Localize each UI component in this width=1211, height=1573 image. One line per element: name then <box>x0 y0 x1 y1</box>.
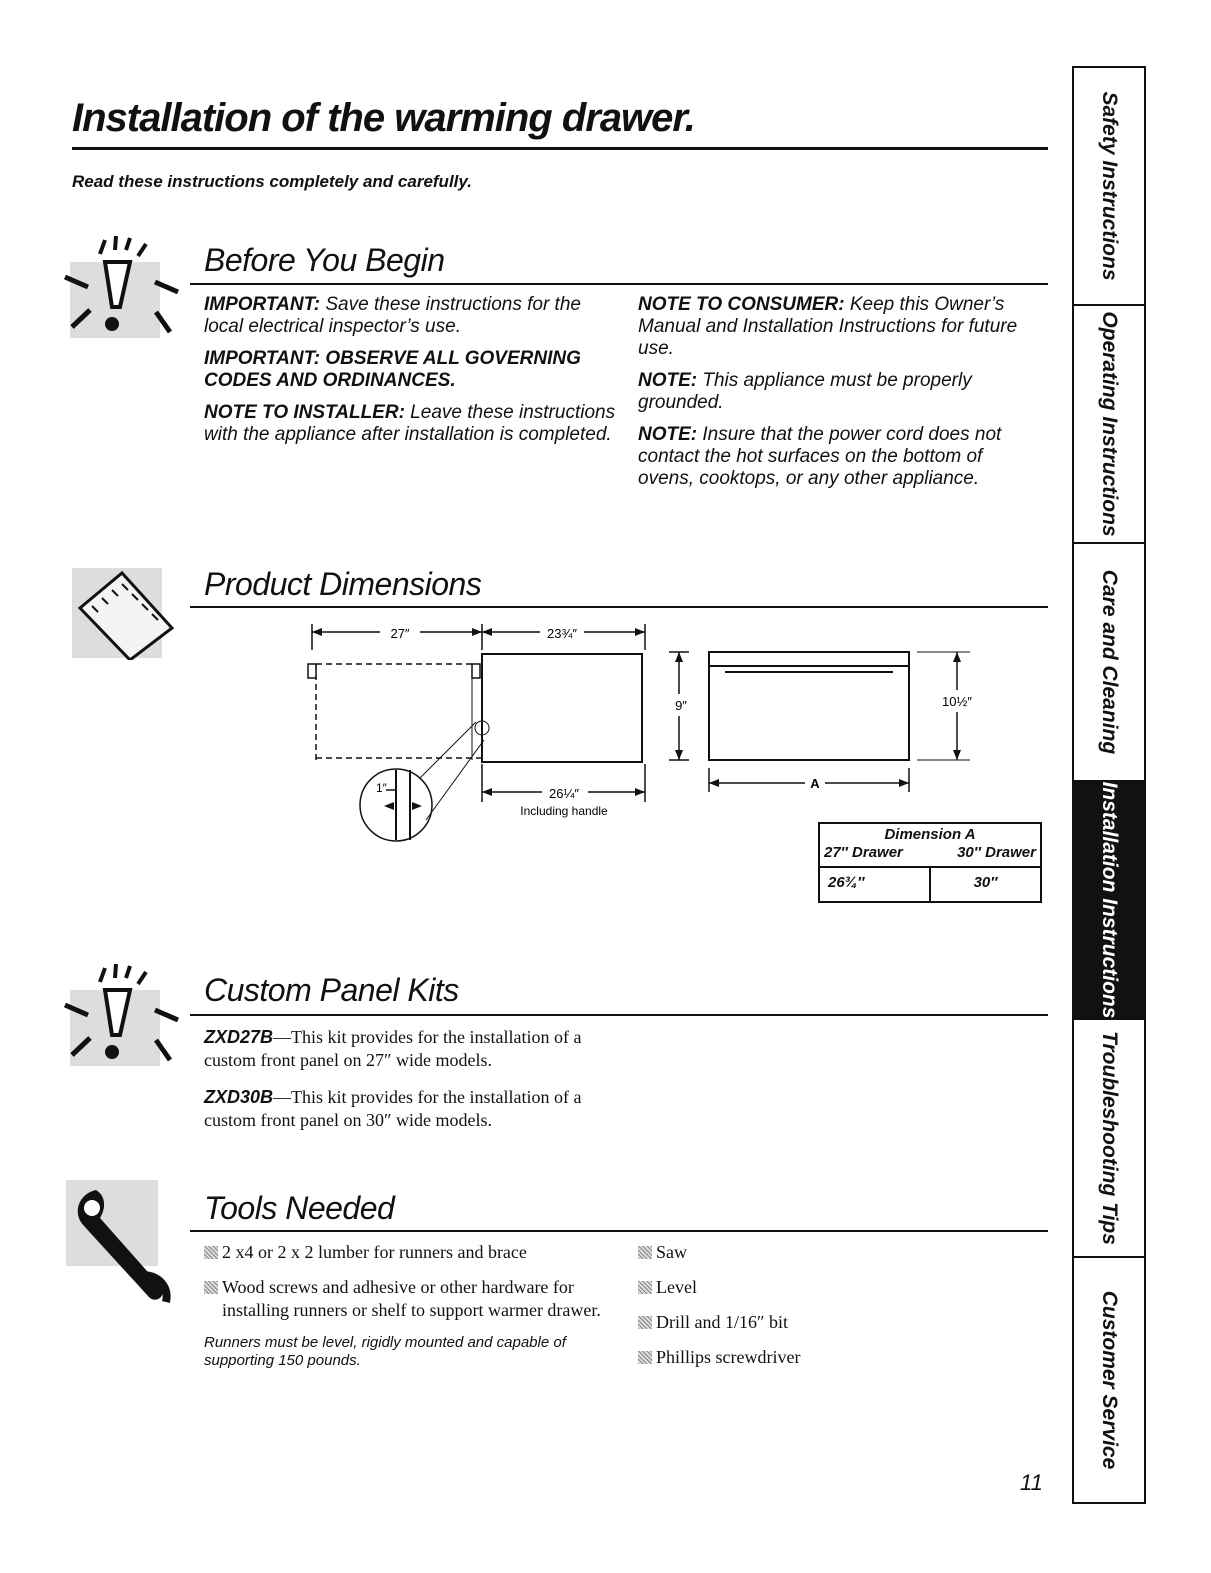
page-subtitle: Read these instructions completely and carefully. <box>72 172 472 191</box>
tab-operating-instructions[interactable] <box>1074 306 1144 544</box>
kit-zxd27b-text: —This kit provides for the installation of a custom front panel on 27″ wide models. <box>204 1027 582 1070</box>
tape-measure-icon <box>72 568 182 665</box>
important-1-text: Save these instructions for the local electrical inspector’s use. <box>204 294 581 337</box>
dimension-table-row <box>820 868 1040 901</box>
tool-screws: Wood screws and adhesive or other hardware for installing runners or shelf to support warmer drawer. <box>222 1277 601 1320</box>
section-rule-tools <box>190 1230 1048 1232</box>
dimension-value-27: 26¾″ <box>820 868 931 901</box>
tools-left-list <box>204 1241 604 1370</box>
tab-safety-instructions[interactable] <box>1074 68 1144 306</box>
dim-1-label: 1″ <box>376 781 387 795</box>
section-rule-before <box>190 283 1048 285</box>
bullet-icon <box>638 1246 652 1259</box>
ground-note-text: This appliance must be properly grounded. <box>638 370 972 413</box>
bullet-icon <box>638 1351 652 1364</box>
tool-saw: Saw <box>656 1242 687 1262</box>
dim-26-label: 26¼″ <box>549 786 579 801</box>
dimension-a-table <box>818 822 1042 903</box>
tab-installation-instructions[interactable] <box>1074 782 1144 1020</box>
dim-27-label: 27″ <box>390 626 410 641</box>
consumer-note-label: NOTE TO CONSUMER: <box>638 294 845 315</box>
tool-item <box>204 1276 604 1322</box>
title-rule <box>72 147 1048 150</box>
tab-label: Customer Service <box>1098 1290 1121 1470</box>
section-rule-kits <box>190 1014 1048 1016</box>
tab-care-and-cleaning[interactable] <box>1074 544 1144 782</box>
bullet-icon <box>638 1316 652 1329</box>
tool-item <box>638 1346 938 1369</box>
dimension-value-30: 30″ <box>973 874 998 891</box>
dim-10-label: 10½″ <box>942 694 972 709</box>
bullet-icon <box>204 1246 218 1259</box>
tools-right-list <box>638 1241 938 1369</box>
dimension-table-columns <box>824 844 1036 862</box>
tab-customer-service[interactable] <box>1074 1258 1144 1502</box>
tab-troubleshooting-tips[interactable] <box>1074 1020 1144 1258</box>
section-heading-kits: Custom Panel Kits <box>204 972 459 1008</box>
tab-label: Troubleshooting Tips <box>1098 1031 1121 1245</box>
kits-list <box>204 1026 624 1132</box>
kit-zxd30b-code: ZXD30B <box>204 1087 274 1107</box>
tool-drill: Drill and 1/16″ bit <box>656 1312 788 1332</box>
consumer-note-text: Keep this Owner’s Manual and Installation Instructions for future use. <box>638 294 1018 359</box>
tool-screwdriver: Phillips screwdriver <box>656 1347 801 1367</box>
tool-level: Level <box>656 1277 697 1297</box>
tab-label: Operating Instructions <box>1098 311 1121 537</box>
section-rule-dimensions <box>190 606 1048 608</box>
tool-item <box>638 1241 938 1264</box>
dimension-table-title: Dimension A <box>884 826 976 843</box>
cord-note-text: Insure that the power cord does not contact the hot surfaces on the bottom of ovens, cooktops, or any other appliance. <box>638 424 1002 489</box>
kit-zxd30b-text: —This kit provides for the installation of a custom front panel on 30″ wide models. <box>204 1087 582 1130</box>
important-1-label: IMPORTANT: <box>204 294 321 315</box>
before-right-column <box>638 294 1018 490</box>
dim-9-label: 9″ <box>675 698 687 713</box>
bullet-icon <box>204 1281 218 1294</box>
installer-note-text: Leave these instructions with the appliance after installation is completed. <box>204 402 616 445</box>
runners-note: Runners must be level, rigidly mounted and capable of supporting 150 pounds. <box>204 1334 566 1369</box>
tool-item <box>204 1241 604 1264</box>
side-tab-strip <box>1072 66 1146 1504</box>
section-heading-dimensions: Product Dimensions <box>204 566 482 602</box>
bullet-icon <box>638 1281 652 1294</box>
section-heading-before: Before You Begin <box>204 242 445 278</box>
dim-a-label: A <box>810 776 820 791</box>
tab-label: Installation Instructions <box>1098 782 1121 1019</box>
caution-icon <box>60 232 180 347</box>
kit-zxd27b-code: ZXD27B <box>204 1027 274 1047</box>
dimension-col-30: 30″ Drawer <box>957 844 1036 861</box>
caution-icon-2 <box>60 960 180 1075</box>
including-handle-label: Including handle <box>520 804 608 818</box>
tool-lumber: 2 x4 or 2 x 2 lumber for runners and brace <box>222 1242 527 1262</box>
tab-label: Safety Instructions <box>1098 91 1121 281</box>
section-heading-tools: Tools Needed <box>204 1190 395 1226</box>
tool-item <box>638 1311 938 1334</box>
side-view-diagram <box>300 620 660 875</box>
page-title: Installation of the warming drawer. <box>72 96 695 140</box>
dimension-col-27: 27″ Drawer <box>824 844 903 861</box>
page-number: 11 <box>1020 1470 1043 1495</box>
dimension-table-header <box>820 824 1040 868</box>
tab-label: Care and Cleaning <box>1098 569 1121 755</box>
tool-item <box>638 1276 938 1299</box>
dim-23-label: 23¾″ <box>547 626 577 641</box>
front-view-diagram <box>665 640 995 805</box>
ground-note-label: NOTE: <box>638 370 698 391</box>
important-2-label: IMPORTANT: OBSERVE ALL GOVERNING CODES AND ORDINANCES. <box>204 348 581 391</box>
installer-note-label: NOTE TO INSTALLER: <box>204 402 405 423</box>
cord-note-label: NOTE: <box>638 424 698 445</box>
before-left-column <box>204 294 622 446</box>
wrench-icon <box>66 1180 186 1315</box>
